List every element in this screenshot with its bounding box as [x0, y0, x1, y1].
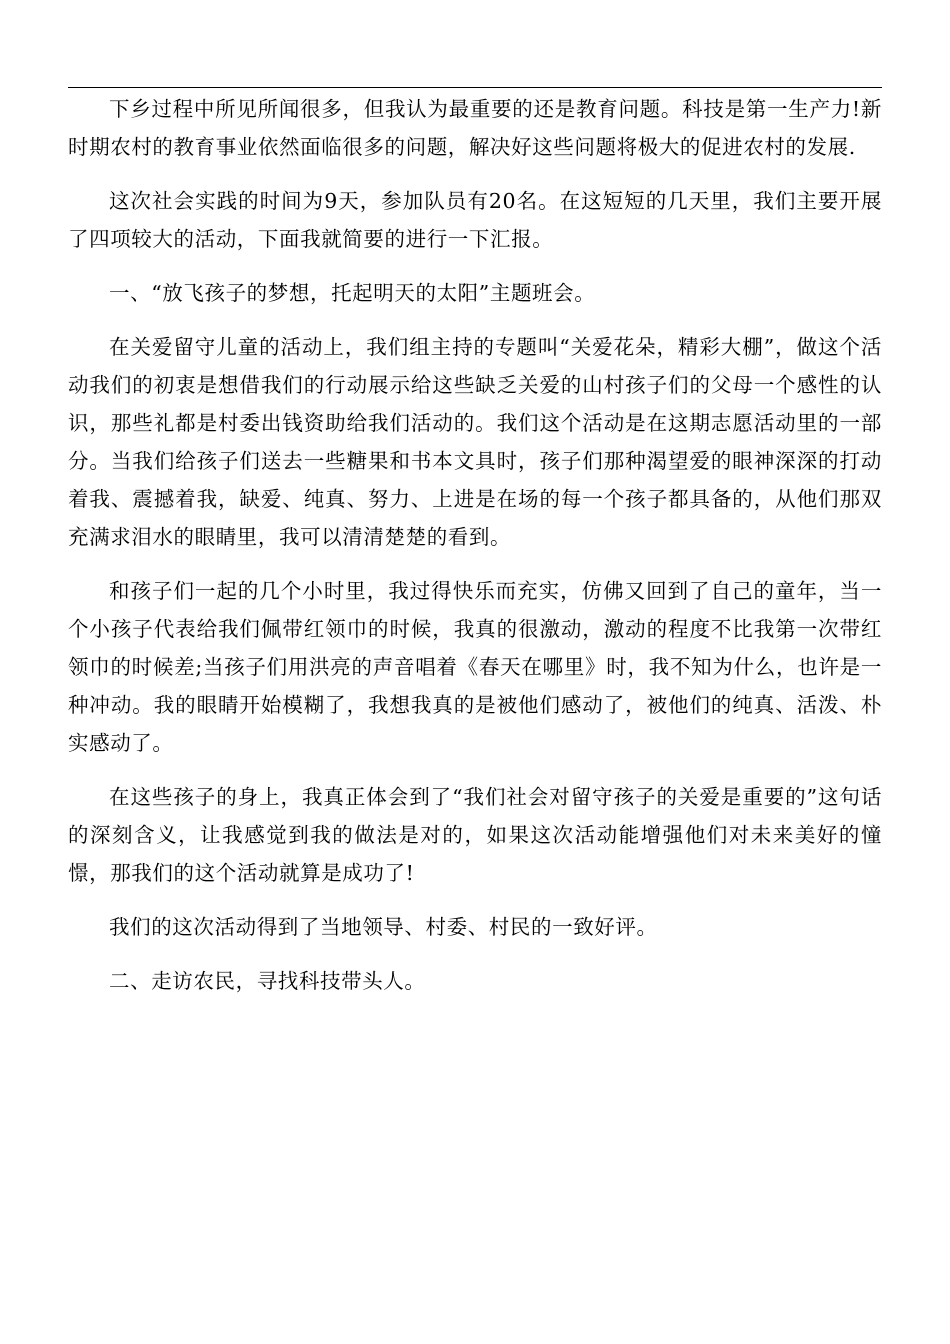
header-rule	[68, 87, 882, 88]
paragraph-practice-overview: 这次社会实践的时间为9天，参加队员有20名。在这短短的几天里，我们主要开展了四项较大的活动，下面我就简要的进行一下汇报。	[68, 189, 882, 251]
section-heading-1: 一、“放飞孩子的梦想，托起明天的太阳”主题班会。	[109, 281, 596, 305]
paragraph-left-behind-children: 在关爱留守儿童的活动上，我们组主持的专题叫“关爱花朵，精彩大棚”，做这个活动我们的初衷是想借我们的行动展示给这些缺乏关爱的山村孩子们的父母一个感性的认识，那些礼都是村委出钱资助给我们活动的。我们这个活动是在这期志愿活动里的一部分。当我们给孩子们送去一些糖果和书本文具时，孩子们那种渴望爱的眼神深深的打动着我、震撼着我，缺爱、纯真、努力、上进是在场的每一个孩子都具备的，从他们那双充满求泪水的眼睛里，我可以清清楚楚的看到。	[68, 335, 882, 549]
document-body	[68, 90, 882, 1000]
paragraph-education-problem: 下乡过程中所见所闻很多，但我认为最重要的还是教育问题。科技是第一生产力!新时期农村的教育事业依然面临很多的问题，解决好这些问题将极大的促进农村的发展.	[68, 97, 882, 159]
paragraph-understanding: 在这些孩子的身上，我真正体会到了“我们社会对留守孩子的关爱是重要的”这句话的深刻含义，让我感觉到我的做法是对的，如果这次活动能增强他们对未来美好的憧憬，那我们的这个活动就算是成功了!	[68, 785, 882, 885]
paragraph-hours-with-children: 和孩子们一起的几个小时里，我过得快乐而充实，仿佛又回到了自己的童年，当一个小孩子代表给我们佩带红领巾的时候，我真的很激动，激动的程度不比我第一次带红领巾的时候差;当孩子们用洪亮的声音唱着《春天在哪里》时，我不知为什么，也许是一种冲动。我的眼睛开始模糊了，我想我真的是被他们感动了，被他们的纯真、活泼、朴实感动了。	[68, 579, 882, 755]
paragraph-praise: 我们的这次活动得到了当地领导、村委、村民的一致好评。	[109, 915, 658, 939]
section-heading-2: 二、走访农民，寻找科技带头人。	[109, 969, 426, 993]
